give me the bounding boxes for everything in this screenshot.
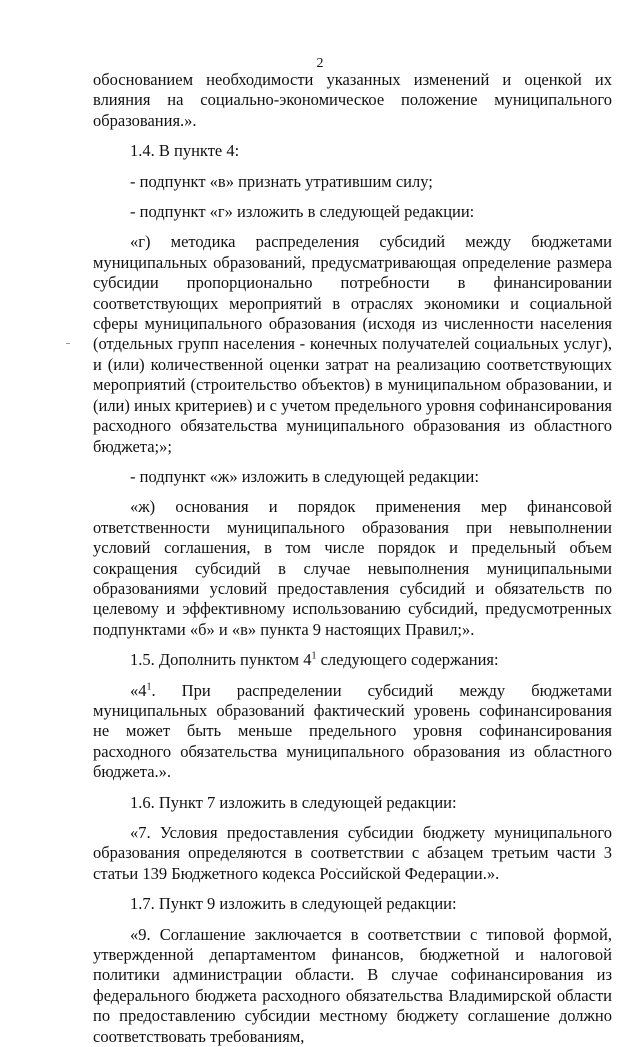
paragraph: 1.6. Пункт 7 изложить в следующей редакции: xyxy=(130,792,457,812)
paragraph-text: следующего содержания: xyxy=(316,650,499,670)
paragraph xyxy=(93,681,612,783)
paragraph: - подпункт «ж» изложить в следующей редакции: xyxy=(130,466,479,486)
paragraph: «ж) основания и порядок применения мер финансовой ответственности муниципального образования при невыполнении условий соглашения, в том числе порядок и предельный объем сокращения субсидий в случае невыполнения муниципальными образованиями условий предоставления субсидий и обязательств по целевому и эффективному использованию субсидий, предусмотренных подпунктами «б» и «в» пункта 9 настоящих Правил;». xyxy=(93,497,612,639)
document-body xyxy=(93,70,612,1047)
paragraph: «9. Соглашение заключается в соответствии с типовой формой, утвержденной департаментом финансов, бюджетной и налоговой политики администрации области. В случае софинансирования из федерального бюджета расходного обязательства Владимирской области по предоставлению субсидии местному бюджету соглашение должно соответствовать требованиям, xyxy=(93,924,612,1046)
paragraph: 1.7. Пункт 9 изложить в следующей редакции: xyxy=(130,894,457,914)
paragraph: «г) методика распределения субсидий между бюджетами муниципальных образований, предусматривающая определение размера субсидии пропорционально потребности в финансировании соответствующих мероприятий в отраслях экономики и социальной сферы муниципального образования (исходя из численности населения (отдельных групп населения - конечных получателей социальных услуг), и (или) количественной оценки затрат на реализацию соответствующих мероприятий (строительство объектов) в муниципальном образовании, и (или) иных критериев) и с учетом предельного уровня софинансирования расходного обязательства муниципального образования из областного бюджета;»; xyxy=(93,232,612,456)
scan-mark xyxy=(66,343,70,344)
paragraph: 1.4. В пункте 4: xyxy=(130,141,240,161)
paragraph xyxy=(93,650,612,670)
paragraph: «7. Условия предоставления субсидии бюджету муниципального образования определяются в соответствии с абзацем третьим части 3 статьи 139 Бюджетного кодекса Российской Федерации.». xyxy=(93,823,612,883)
paragraph: - подпункт «г» изложить в следующей редакции: xyxy=(130,202,475,222)
paragraph-text: . При распределении субсидий между бюджетами муниципальных образований фактический уровень софинансирования не может быть меньше предельного уровня софинансирования расходного обязательства муниципального образования из областного бюджета.». xyxy=(93,680,612,782)
page-number: 2 xyxy=(316,56,324,71)
paragraph-text: 1.5. Дополнить пунктом 4 xyxy=(130,650,312,670)
paragraph-text: «4 xyxy=(130,680,147,700)
superscript: 1 xyxy=(146,681,152,693)
paragraph: - подпункт «в» признать утратившим силу; xyxy=(130,171,433,191)
paragraph: обоснованием необходимости указанных изменений и оценкой их влияния на социально-экономическое положение муниципального образования.». xyxy=(93,70,612,130)
superscript: 1 xyxy=(311,650,317,662)
